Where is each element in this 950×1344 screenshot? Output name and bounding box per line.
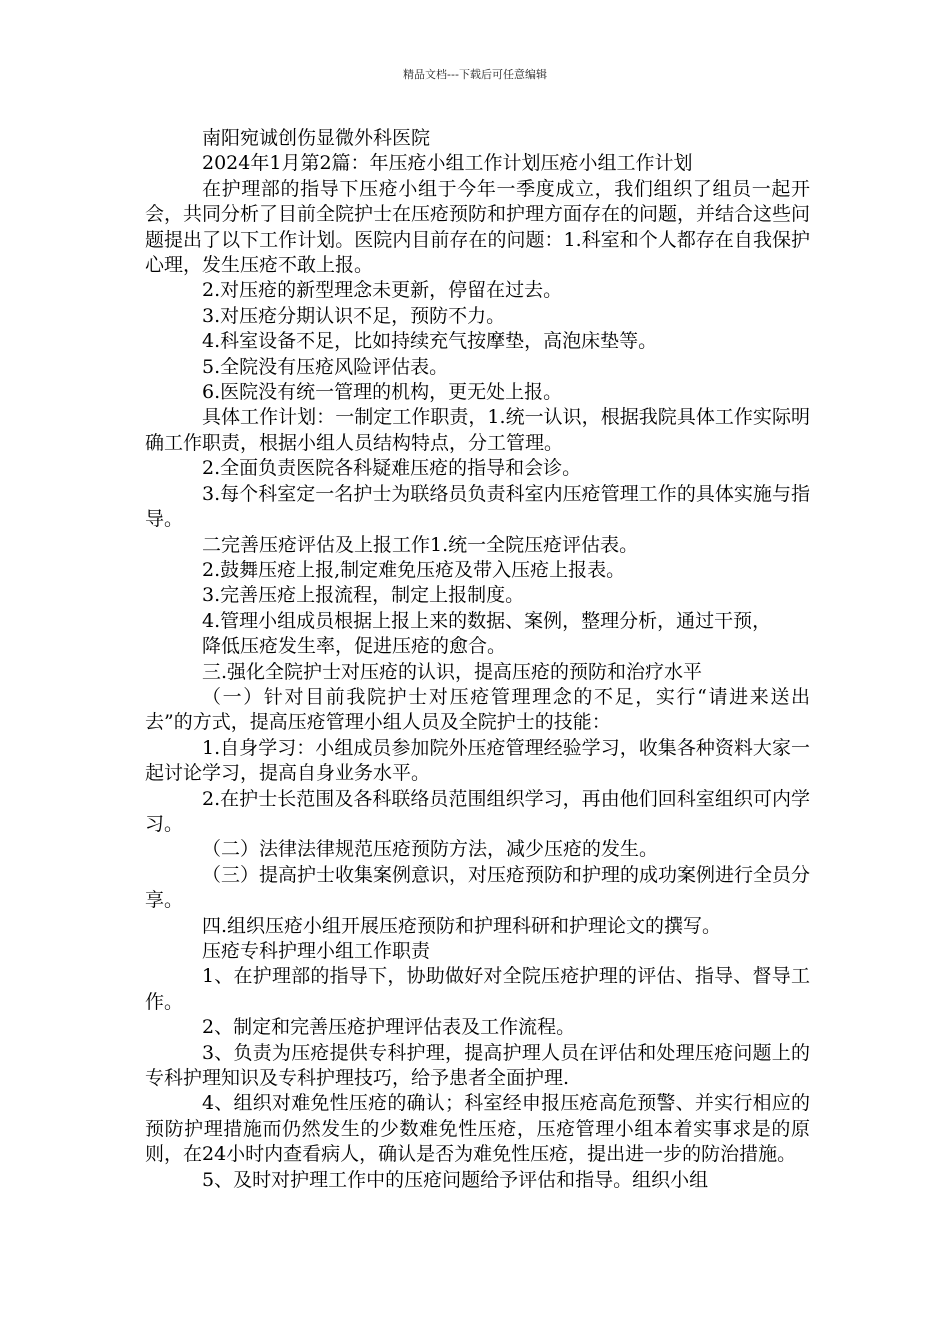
paragraph: 6.医院没有统一管理的机构，更无处上报。 xyxy=(202,381,563,404)
paragraph: （一）针对目前我院护士对压疮管理理念的不足，实行“请进来送出去”的方式，提高压疮管理小组人员及全院护士的技能： xyxy=(145,685,810,734)
paragraph: 南阳宛诚创伤显微外科医院 xyxy=(202,127,431,149)
paragraph: 5、及时对护理工作中的压疮问题给予评估和指导。组织小组 xyxy=(202,1168,709,1191)
paragraph: 1、在护理部的指导下，协助做好对全院压疮护理的评估、指导、督导工作。 xyxy=(145,965,810,1013)
paragraph: 2、制定和完善压疮护理评估表及工作流程。 xyxy=(202,1016,576,1039)
paragraph: 降低压疮发生率，促进压疮的愈合。 xyxy=(202,635,507,658)
document-body xyxy=(145,126,810,1193)
paragraph: （二）法律法律规范压疮预防方法，减少压疮的发生。 xyxy=(202,838,659,861)
paragraph: 4、组织对难免性压疮的确认；科室经申报压疮高危预警、并实行相应的预防护理措施而仍然发生的少数难免性压疮，压疮管理小组本着实事求是的原则，在24小时内查看病人，确认是否为难免性压疮，提出进一步的防治措施。 xyxy=(145,1092,810,1166)
paragraph: 2.在护士长范围及各科联络员范围组织学习，再由他们回科室组织可内学习。 xyxy=(145,787,810,835)
paragraph: 4.管理小组成员根据上报上来的数据、案例，整理分析，通过干预， xyxy=(202,609,772,632)
paragraph: 4.科室设备不足，比如持续充气按摩垫，高泡床垫等。 xyxy=(202,330,658,353)
paragraph: 具体工作计划：一制定工作职责，1.统一认识，根据我院具体工作实际明确工作职责，根据小组人员结构特点，分工管理。 xyxy=(145,406,810,454)
paragraph: （三）提高护士收集案例意识，对压疮预防和护理的成功案例进行全员分享。 xyxy=(145,863,811,912)
paragraph: 2.鼓舞压疮上报,制定难免压疮及带入压疮上报表。 xyxy=(202,558,626,581)
paragraph: 二完善压疮评估及上报工作1.统一全院压疮评估表。 xyxy=(202,533,639,556)
paragraph: 3、负责为压疮提供专科护理，提高护理人员在评估和处理压疮问题上的专科护理知识及专科护理技巧，给予患者全面护理. xyxy=(145,1041,810,1090)
paragraph: 3.完善压疮上报流程，制定上报制度。 xyxy=(202,584,525,607)
paragraph: 在护理部的指导下压疮小组于今年一季度成立，我们组织了组员一起开会，共同分析了目前全院护士在压疮预防和护理方面存在的问题，并结合这些问题提出了以下工作计划。医院内目前存在的问题：1.科室和个人都存在自我保护心理，发生压疮不敢上报。 xyxy=(145,177,811,277)
paragraph: 三.强化全院护士对压疮的认识，提高压疮的预防和治疗水平 xyxy=(202,660,703,683)
paragraph: 5.全院没有压疮风险评估表。 xyxy=(202,355,449,378)
paragraph: 3.对压疮分期认识不足，预防不力。 xyxy=(202,304,506,327)
paragraph: 四.组织压疮小组开展压疮预防和护理科研和护理论文的撰写。 xyxy=(202,914,722,937)
paragraph: 2.全面负责医院各科疑难压疮的指导和会诊。 xyxy=(202,457,582,480)
paragraph: 2024年1月第2篇：年压疮小组工作计划压疮小组工作计划 xyxy=(202,152,693,175)
paragraph: 2.对压疮的新型理念未更新，停留在过去。 xyxy=(202,279,563,302)
paragraph: 3.每个科室定一名护士为联络员负责科室内压疮管理工作的具体实施与指导。 xyxy=(145,482,810,531)
page-header: 精品文档---下载后可任意编辑 xyxy=(403,68,547,81)
paragraph: 1.自身学习：小组成员参加院外压疮管理经验学习，收集各种资料大家一起讨论学习，提高自身业务水平。 xyxy=(145,736,810,785)
paragraph: 压疮专科护理小组工作职责 xyxy=(202,940,431,962)
